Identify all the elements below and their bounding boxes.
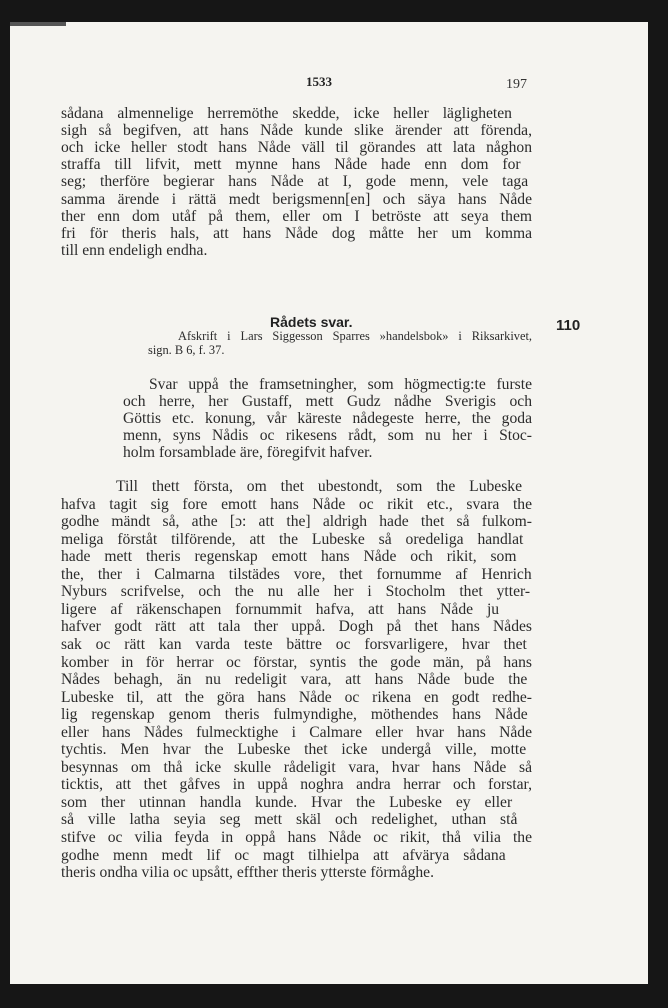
text-line: Svar uppå the framsetningher, som högmectig:te furste [149, 376, 532, 393]
text-line: sign. B 6, f. 37. [148, 343, 225, 357]
text-line: som ther utinnan handla kunde. Hvar the Lubeske ey eller [61, 793, 513, 811]
text-line: meliga förståt tilförende, att the Lubeske så oredeliga handlat [61, 530, 524, 548]
text-line: eller hans Nådes fulmecktighe i Calmare eller hvar hans Nåde [61, 723, 532, 741]
text-line: godhe menn medt lif oc magt tilhielpa att afvärya sådana [61, 846, 506, 864]
text-line: sak oc rätt kan varda teste bättre oc forsvarligere, hvar thet [61, 635, 527, 653]
text-line: sådana almennelige herremöthe skedde, icke heller lägligheten [61, 105, 512, 122]
text-line: seg; therföre begierar hans Nåde at I, gode menn, vele taga [61, 173, 529, 191]
text-line: sigh så begifven, att hans Nåde kunde slike ärender att förenda, [61, 122, 532, 140]
text-line: besynnas om thå icke skulle rådeligit vara, hvar hans Nåde så [61, 758, 532, 776]
text-line: Lubeske til, att the göra hans Nåde oc rikena en godt redhe- [61, 688, 532, 706]
text-line: till enn endeligh endha. [61, 241, 208, 259]
page-number: 197 [506, 77, 527, 92]
document-number: 110 [556, 317, 581, 334]
text-line: fri för theris hals, att hans Nåde dog måtte her um komma [61, 224, 532, 242]
text-line: ticktis, att thet gåfves in uppå noghra andra herrar och forstar, [61, 776, 532, 794]
text-line: Nyburs scrifvelse, och the nu alle her i Stocholm thet ytter- [61, 583, 531, 601]
text-line: samma ärende i rättä medt berigsmenn[en] och säya hans Nåde [61, 190, 532, 208]
text-line: hafva tagit sig fore emott hans Nåde oc rikit etc., svara the [61, 495, 532, 513]
text-line: Afskrift i Lars Siggesson Sparres »handelsbok» i Riksarkivet, [178, 329, 532, 343]
text-line: Nådes behagh, än nu redeligit vara, att hans Nåde bude the [61, 671, 528, 689]
book-page [10, 22, 648, 984]
text-line: och herre, her Gustaff, mett Gudz nådhe Sverigis och [123, 393, 532, 411]
text-line: lig regenskap genom theris fulmyndighe, möthendes hans Nåde [61, 706, 528, 724]
text-line: theris ondha vilia oc upsått, effther theris ytterste förmåghe. [61, 864, 434, 882]
page-corner-mark [10, 22, 66, 26]
text-line: Göttis etc. konung, vår käreste nådegeste herre, the goda [123, 410, 532, 428]
text-line: hafver godt rätt att tala ther uppå. Dogh på thet hans Nådes [61, 618, 532, 636]
section-heading: Rådets svar. [270, 314, 353, 330]
text-line: så ville latha seyia seg mett skäl och redelighet, uthan stå [61, 811, 518, 829]
running-head-year: 1533 [306, 74, 332, 89]
text-line: menn, syns Nådis oc rikesens rådt, som nu her i Stoc- [123, 427, 532, 445]
text-line: the, ther i Calmarna tilstädes vore, thet fornumme af Henrich [61, 565, 532, 583]
text-line: tychtis. Men hvar the Lubeske thet icke undergå ville, motte [61, 741, 527, 759]
text-line: hade mett theris regenskap emott hans Nåde och rikit, som [61, 548, 517, 566]
text-line: ligere af räkenschapen fornummit hafva, att hans Nåde ju [61, 600, 500, 618]
text-line: ther enn dom utåf på them, eller om I betröste att seya them [61, 207, 532, 225]
text-line: straffa till lifvit, mett mynne hans Nåde hade enn dom for [61, 156, 521, 174]
text-line: godhe mändt så, athe [ɔ: att the] aldrigh hade thet så fulkom- [61, 513, 532, 531]
text-line: stifve oc vilia feyda in oppå hans Nåde oc rikit, thå vilia the [61, 829, 532, 846]
text-line: holm forsamblade äre, föregifvit hafver. [123, 444, 373, 462]
text-line: och icke heller stodt hans Nåde väll til görandes att lata någhon [61, 139, 532, 157]
text-line: Till thett första, om thet ubestondt, som the Lubeske [116, 478, 522, 495]
text-line: komber in för herrar oc förstar, syntis the gode män, på hans [61, 653, 532, 671]
